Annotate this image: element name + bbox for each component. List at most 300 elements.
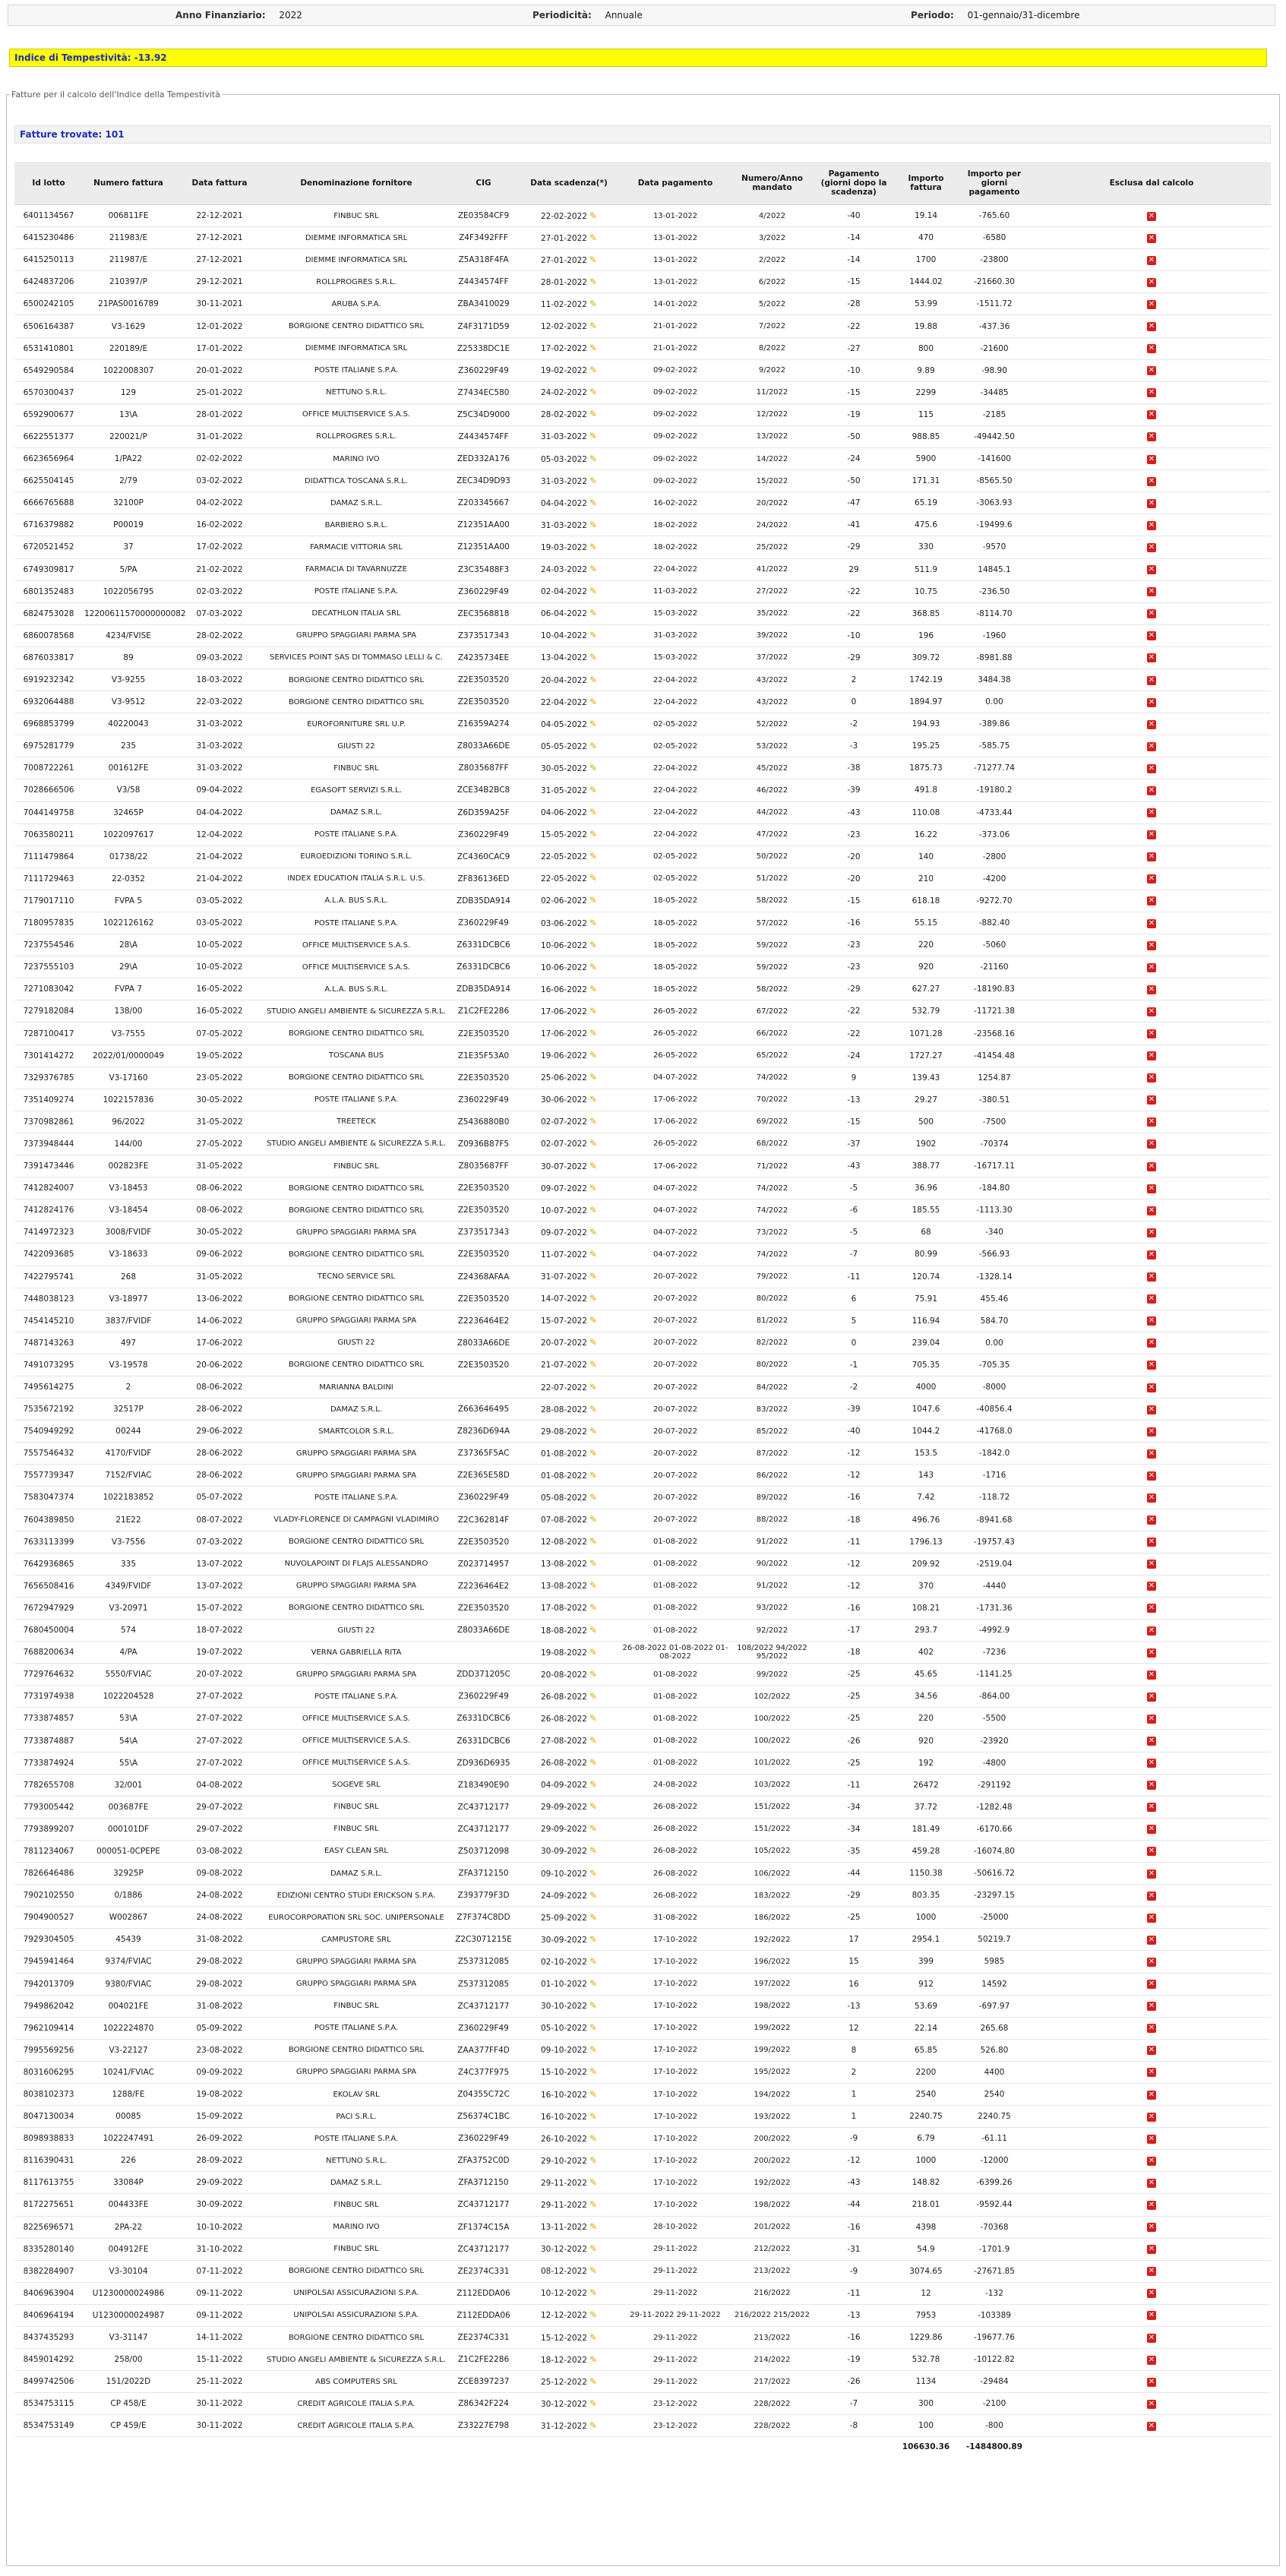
pencil-icon[interactable]: ✎ [589,2110,598,2122]
delete-x-icon[interactable]: ✕ [1148,1493,1155,1502]
delete-x-icon[interactable]: ✕ [1148,697,1155,706]
id-lotto-cell: 8406963904 [14,2282,83,2304]
pencil-icon[interactable]: ✎ [589,2265,598,2277]
importo-giorni-cell: -34485 [956,381,1032,403]
pencil-icon[interactable]: ✎ [589,1116,598,1127]
cig-cell: Z8035687FF [447,1155,520,1177]
delete-x-icon[interactable]: ✕ [1148,1538,1155,1547]
delete-x-icon[interactable]: ✕ [1148,1781,1155,1790]
delete-x-icon[interactable]: ✕ [1148,2377,1155,2386]
delete-x-icon[interactable]: ✕ [1148,2245,1155,2254]
delete-x-icon[interactable]: ✕ [1148,1117,1155,1127]
data-scadenza-text: 11-07-2022 [540,1250,587,1260]
pencil-icon[interactable]: ✎ [589,1337,598,1348]
delete-x-icon[interactable]: ✕ [1148,2333,1155,2342]
delete-x-icon[interactable]: ✕ [1148,1383,1155,1392]
data-pagamento-cell: 23-12-2022 [618,2393,732,2415]
pencil-icon[interactable]: ✎ [589,2000,598,2012]
delete-x-icon[interactable]: ✕ [1148,1803,1155,1812]
delete-x-icon[interactable]: ✕ [1148,2112,1155,2121]
delete-x-icon[interactable]: ✕ [1148,1648,1155,1657]
pencil-icon[interactable]: ✎ [589,608,598,619]
delete-x-icon[interactable]: ✕ [1148,1272,1155,1282]
exclude-cell [1032,1487,1271,1509]
pencil-icon[interactable]: ✎ [589,2397,598,2409]
fornitore-cell: GRUPPO SPAGGIARI PARMA SPA [265,2061,447,2083]
data-fattura-cell: 02-02-2022 [174,448,265,470]
pencil-icon[interactable]: ✎ [589,2154,598,2166]
delete-x-icon[interactable]: ✕ [1148,785,1155,795]
pencil-icon[interactable]: ✎ [589,2198,598,2210]
importo-giorni-cell: -380.51 [956,1089,1032,1111]
delete-x-icon[interactable]: ✕ [1148,587,1155,596]
totals-spacer [14,2437,896,2457]
delete-x-icon[interactable]: ✕ [1148,2311,1155,2320]
numero-mandato-cell: 59/2022 [732,934,812,956]
pencil-icon[interactable]: ✎ [589,2287,598,2299]
pencil-icon[interactable]: ✎ [589,321,598,332]
data-fattura-cell: 08-06-2022 [174,1177,265,1199]
delete-x-icon[interactable]: ✕ [1148,1405,1155,1414]
delete-x-icon[interactable]: ✕ [1148,1361,1155,1370]
delete-x-icon[interactable]: ✕ [1148,277,1155,286]
delete-x-icon[interactable]: ✕ [1148,1670,1155,1679]
pencil-icon[interactable]: ✎ [589,1204,598,1215]
pencil-icon[interactable]: ✎ [589,2132,598,2144]
delete-x-icon[interactable]: ✕ [1148,542,1155,552]
data-scadenza-text: 05-05-2022 [540,741,587,751]
numero-mandato-cell: 217/2022 [732,2371,812,2393]
data-scadenza-text: 08-12-2022 [540,2267,587,2277]
pencil-icon[interactable]: ✎ [589,2022,598,2034]
delete-x-icon[interactable]: ✕ [1148,763,1155,773]
delete-x-icon[interactable]: ✕ [1148,1339,1155,1348]
delete-x-icon[interactable]: ✕ [1148,1759,1155,1768]
pencil-icon[interactable]: ✎ [589,851,598,862]
delete-x-icon[interactable]: ✕ [1148,609,1155,618]
pencil-icon[interactable]: ✎ [589,519,598,530]
data-pagamento-cell: 22-04-2022 [618,801,732,823]
giorni-pagamento-cell: -9 [812,2128,896,2150]
delete-x-icon[interactable]: ✕ [1148,233,1155,242]
delete-x-icon[interactable]: ✕ [1148,388,1155,397]
exclude-cell [1032,934,1271,956]
pencil-icon[interactable]: ✎ [589,2221,598,2233]
pencil-icon[interactable]: ✎ [589,1271,598,1282]
delete-x-icon[interactable]: ✕ [1148,410,1155,419]
importo-fattura-cell: 9.89 [896,359,956,381]
delete-x-icon[interactable]: ✕ [1148,1228,1155,1237]
data-fattura-cell: 10-10-2022 [174,2216,265,2238]
table-row [14,890,1271,912]
exclude-cell [1032,624,1271,646]
pencil-icon[interactable]: ✎ [589,1094,598,1105]
delete-x-icon[interactable]: ✕ [1148,366,1155,375]
pencil-icon[interactable]: ✎ [589,1624,598,1636]
numero-mandato-cell: 216/2022 215/2022 [732,2304,812,2326]
giorni-pagamento-cell: -7 [812,1244,896,1266]
pencil-icon[interactable]: ✎ [589,1757,598,1768]
delete-x-icon[interactable]: ✕ [1148,2090,1155,2099]
pencil-icon[interactable]: ✎ [589,2176,598,2188]
pencil-icon[interactable]: ✎ [589,1646,598,1658]
pencil-icon[interactable]: ✎ [589,1845,598,1857]
numero-fattura-cell: 13\A [83,403,174,425]
pencil-icon[interactable]: ✎ [589,365,598,376]
delete-x-icon[interactable]: ✕ [1148,2178,1155,2187]
pencil-icon[interactable]: ✎ [589,1558,598,1569]
numero-mandato-cell: 47/2022 [732,823,812,845]
pencil-icon[interactable]: ✎ [589,652,598,663]
delete-x-icon[interactable]: ✕ [1148,874,1155,883]
section-legend: Fatture per il calcolo dell'Indice della Tempestività [11,90,220,100]
numero-fattura-cell: V3-1629 [83,315,174,337]
id-lotto-cell: 7412824176 [14,1199,83,1222]
delete-x-icon[interactable]: ✕ [1148,2068,1155,2077]
pencil-icon[interactable]: ✎ [589,1293,598,1304]
delete-x-icon[interactable]: ✕ [1148,918,1155,928]
pencil-icon[interactable]: ✎ [589,895,598,906]
delete-x-icon[interactable]: ✕ [1148,1139,1155,1149]
importo-giorni-cell: -21160 [956,956,1032,978]
delete-x-icon[interactable]: ✕ [1148,808,1155,817]
pencil-icon[interactable]: ✎ [589,1160,598,1171]
delete-x-icon[interactable]: ✕ [1148,1250,1155,1259]
pencil-icon[interactable]: ✎ [589,2044,598,2056]
cig-cell: Z360229F49 [447,580,520,602]
delete-x-icon[interactable]: ✕ [1148,2002,1155,2011]
data-scadenza-cell [520,602,618,624]
delete-x-icon[interactable]: ✕ [1148,476,1155,485]
fornitore-cell: UNIPOLSAI ASSICURAZIONI S.P.A. [265,2304,447,2326]
numero-fattura-cell: 32925P [83,1863,174,1885]
pencil-icon[interactable]: ✎ [589,1514,598,1525]
pencil-icon[interactable]: ✎ [589,564,598,575]
anno-value: 2022 [279,10,302,21]
giorni-pagamento-cell: -8 [812,2415,896,2437]
data-pagamento-cell: 09-02-2022 [618,359,732,381]
pencil-icon[interactable]: ✎ [589,1005,598,1016]
pencil-icon[interactable]: ✎ [589,254,598,265]
giorni-pagamento-cell: -25 [812,1907,896,1929]
pencil-icon[interactable]: ✎ [589,1050,598,1061]
importo-giorni-cell: -1511.72 [956,293,1032,315]
delete-x-icon[interactable]: ✕ [1148,1427,1155,1436]
giorni-pagamento-cell: -39 [812,1399,896,1421]
delete-x-icon[interactable]: ✕ [1148,2200,1155,2209]
pencil-icon[interactable]: ✎ [589,276,598,287]
delete-x-icon[interactable]: ✕ [1148,520,1155,529]
delete-x-icon[interactable]: ✕ [1148,940,1155,950]
delete-x-icon[interactable]: ✕ [1148,1825,1155,1834]
pencil-icon[interactable]: ✎ [589,740,598,751]
pencil-icon[interactable]: ✎ [589,2353,598,2365]
delete-x-icon[interactable]: ✕ [1148,2355,1155,2364]
pencil-icon[interactable]: ✎ [589,387,598,398]
delete-x-icon[interactable]: ✕ [1148,1957,1155,1966]
delete-x-icon[interactable]: ✕ [1148,653,1155,662]
pencil-icon[interactable]: ✎ [589,829,598,840]
delete-x-icon[interactable]: ✕ [1148,631,1155,640]
pencil-icon[interactable]: ✎ [589,2331,598,2343]
pencil-icon[interactable]: ✎ [589,1403,598,1414]
data-pagamento-cell: 17-10-2022 [618,2150,732,2172]
giorni-pagamento-cell: -16 [812,1487,896,1509]
pencil-icon[interactable]: ✎ [589,1447,598,1459]
delete-x-icon[interactable]: ✕ [1148,2399,1155,2408]
numero-fattura-cell: 210397/P [83,271,174,293]
id-lotto-cell: 6623656964 [14,448,83,470]
delete-x-icon[interactable]: ✕ [1148,1582,1155,1591]
pencil-icon[interactable]: ✎ [589,1536,598,1547]
delete-x-icon[interactable]: ✕ [1148,1051,1155,1060]
delete-x-icon[interactable]: ✕ [1148,1692,1155,1701]
pencil-icon[interactable]: ✎ [589,2243,598,2255]
exclude-cell [1032,315,1271,337]
pencil-icon[interactable]: ✎ [589,939,598,950]
delete-x-icon[interactable]: ✕ [1148,2024,1155,2033]
numero-fattura-cell: 1022097617 [83,823,174,845]
importo-fattura-cell: 192 [896,1752,956,1774]
pencil-icon[interactable]: ✎ [589,784,598,795]
exclude-cell [1032,1111,1271,1133]
pencil-icon[interactable]: ✎ [589,1668,598,1680]
numero-mandato-cell: 46/2022 [732,779,812,801]
delete-x-icon[interactable]: ✕ [1148,2267,1155,2276]
pencil-icon[interactable]: ✎ [589,1933,598,1945]
delete-x-icon[interactable]: ✕ [1148,1007,1155,1016]
delete-x-icon[interactable]: ✕ [1148,1184,1155,1193]
pencil-icon[interactable]: ✎ [589,917,598,928]
delete-x-icon[interactable]: ✕ [1148,432,1155,441]
pencil-icon[interactable]: ✎ [589,409,598,420]
pencil-icon[interactable]: ✎ [589,630,598,641]
data-fattura-cell: 10-05-2022 [174,956,265,978]
importo-fattura-cell: 1796.13 [896,1531,956,1553]
numero-fattura-cell: CP 459/E [83,2415,174,2437]
data-scadenza-text: 22-05-2022 [540,852,587,862]
cig-cell: Z112EDDA06 [447,2304,520,2326]
pencil-icon[interactable]: ✎ [589,1911,598,1923]
importo-giorni-cell: -2800 [956,845,1032,868]
data-scadenza-cell [520,425,618,447]
data-pagamento-cell: 15-03-2022 [618,602,732,624]
pencil-icon[interactable]: ✎ [589,1226,598,1237]
delete-x-icon[interactable]: ✕ [1148,2046,1155,2055]
numero-fattura-cell: 211983/E [83,227,174,249]
data-scadenza-cell [520,271,618,293]
delete-x-icon[interactable]: ✕ [1148,1449,1155,1458]
numero-mandato-cell: 101/2022 [732,1752,812,1774]
delete-x-icon[interactable]: ✕ [1148,1913,1155,1922]
pencil-icon[interactable]: ✎ [589,1823,598,1835]
pencil-icon[interactable]: ✎ [589,2066,598,2078]
pencil-icon[interactable]: ✎ [589,807,598,818]
giorni-pagamento-cell: -25 [812,1752,896,1774]
id-lotto-cell: 8534753149 [14,2415,83,2437]
pencil-icon[interactable]: ✎ [589,586,598,597]
cig-cell: Z4434574FF [447,271,520,293]
pencil-icon[interactable]: ✎ [589,541,598,552]
pencil-icon[interactable]: ✎ [589,873,598,884]
data-fattura-cell: 31-05-2022 [174,1266,265,1288]
pencil-icon[interactable]: ✎ [589,718,598,729]
delete-x-icon[interactable]: ✕ [1148,211,1155,220]
data-scadenza-cell [520,1929,618,1951]
delete-x-icon[interactable]: ✕ [1148,1980,1155,1989]
pencil-icon[interactable]: ✎ [589,210,598,221]
delete-x-icon[interactable]: ✕ [1148,1516,1155,1525]
exclude-cell [1032,668,1271,691]
cig-cell: Z7434EC580 [447,381,520,403]
pencil-icon[interactable]: ✎ [589,983,598,994]
pencil-icon[interactable]: ✎ [589,2309,598,2321]
delete-x-icon[interactable]: ✕ [1148,2289,1155,2298]
pencil-icon[interactable]: ✎ [589,2375,598,2387]
pencil-icon[interactable]: ✎ [589,1690,598,1702]
pencil-icon[interactable]: ✎ [589,2420,598,2431]
delete-x-icon[interactable]: ✕ [1148,719,1155,729]
delete-x-icon[interactable]: ✕ [1148,565,1155,574]
delete-x-icon[interactable]: ✕ [1148,1935,1155,1944]
pencil-icon[interactable]: ✎ [589,1978,598,1990]
pencil-icon[interactable]: ✎ [589,1425,598,1437]
pencil-icon[interactable]: ✎ [589,2088,598,2100]
delete-x-icon[interactable]: ✕ [1148,985,1155,994]
delete-x-icon[interactable]: ✕ [1148,454,1155,463]
delete-x-icon[interactable]: ✕ [1148,1073,1155,1083]
delete-x-icon[interactable]: ✕ [1148,1891,1155,1900]
delete-x-icon[interactable]: ✕ [1148,299,1155,308]
data-scadenza-cell [520,1376,618,1398]
pencil-icon[interactable]: ✎ [589,1182,598,1193]
fornitore-cell: INDEX EDUCATION ITALIA S.R.L. U.S. [265,868,447,890]
delete-x-icon[interactable]: ✕ [1148,1626,1155,1635]
importo-giorni-cell: 2540 [956,2083,1032,2105]
delete-x-icon[interactable]: ✕ [1148,255,1155,264]
delete-x-icon[interactable]: ✕ [1148,852,1155,861]
pencil-icon[interactable]: ✎ [589,1248,598,1260]
numero-mandato-cell: 196/2022 [732,1951,812,1973]
delete-x-icon[interactable]: ✕ [1148,2223,1155,2232]
delete-x-icon[interactable]: ✕ [1148,1316,1155,1326]
pencil-icon[interactable]: ✎ [589,1491,598,1503]
pencil-icon[interactable]: ✎ [589,453,598,464]
exclude-cell [1032,1929,1271,1951]
table-row [14,1796,1271,1818]
pencil-icon[interactable]: ✎ [589,298,598,309]
pencil-icon[interactable]: ✎ [589,1469,598,1481]
delete-x-icon[interactable]: ✕ [1148,498,1155,507]
pencil-icon[interactable]: ✎ [589,232,598,243]
exclude-cell [1032,2282,1271,2304]
data-pagamento-cell: 26-08-2022 [618,1885,732,1907]
delete-x-icon[interactable]: ✕ [1148,962,1155,972]
pencil-icon[interactable]: ✎ [589,1602,598,1614]
data-fattura-cell: 05-09-2022 [174,2017,265,2039]
delete-x-icon[interactable]: ✕ [1148,675,1155,684]
data-fattura-cell: 18-03-2022 [174,668,265,691]
pencil-icon[interactable]: ✎ [589,674,598,685]
delete-x-icon[interactable]: ✕ [1148,1294,1155,1304]
data-pagamento-cell: 09-02-2022 [618,425,732,447]
pencil-icon[interactable]: ✎ [589,1712,598,1724]
data-fattura-cell: 07-11-2022 [174,2260,265,2282]
pencil-icon[interactable]: ✎ [589,1867,598,1879]
giorni-pagamento-cell: -20 [812,868,896,890]
delete-x-icon[interactable]: ✕ [1148,1206,1155,1215]
pencil-icon[interactable]: ✎ [589,431,598,442]
table-row [14,2415,1271,2437]
numero-fattura-cell: 4170/FVIDF [83,1443,174,1465]
fornitore-cell: POSTE ITALIANE S.P.A. [265,2017,447,2039]
pencil-icon[interactable]: ✎ [589,475,598,486]
delete-x-icon[interactable]: ✕ [1148,1471,1155,1480]
data-fattura-cell: 29-09-2022 [174,2172,265,2194]
delete-x-icon[interactable]: ✕ [1148,1560,1155,1569]
pencil-icon[interactable]: ✎ [589,1381,598,1392]
delete-x-icon[interactable]: ✕ [1148,322,1155,331]
pencil-icon[interactable]: ✎ [589,1580,598,1591]
numero-fattura-cell: 2/79 [83,470,174,492]
table-row [14,1376,1271,1398]
delete-x-icon[interactable]: ✕ [1148,1714,1155,1723]
pencil-icon[interactable]: ✎ [589,1779,598,1791]
pencil-icon[interactable]: ✎ [589,1801,598,1813]
pencil-icon[interactable]: ✎ [589,1359,598,1370]
periodicita-label: Periodicità: [532,10,592,21]
pencil-icon[interactable]: ✎ [589,961,598,972]
pencil-icon[interactable]: ✎ [589,1955,598,1967]
id-lotto-cell: 8459014292 [14,2349,83,2371]
delete-x-icon[interactable]: ✕ [1148,741,1155,751]
data-scadenza-text: 01-08-2022 [540,1471,587,1481]
giorni-pagamento-cell: -41 [812,514,896,536]
data-scadenza-text: 10-04-2022 [540,631,587,641]
delete-x-icon[interactable]: ✕ [1148,1737,1155,1746]
delete-x-icon[interactable]: ✕ [1148,1869,1155,1878]
pencil-icon[interactable]: ✎ [589,762,598,773]
pencil-icon[interactable]: ✎ [589,696,598,707]
delete-x-icon[interactable]: ✕ [1148,1847,1155,1856]
pencil-icon[interactable]: ✎ [589,1735,598,1746]
delete-x-icon[interactable]: ✕ [1148,830,1155,839]
delete-x-icon[interactable]: ✕ [1148,2134,1155,2143]
exclude-cell [1032,1310,1271,1332]
pencil-icon[interactable]: ✎ [589,1315,598,1326]
delete-x-icon[interactable]: ✕ [1148,1604,1155,1613]
delete-x-icon[interactable]: ✕ [1148,896,1155,906]
pencil-icon[interactable]: ✎ [589,497,598,508]
data-scadenza-cell [520,1487,618,1509]
data-pagamento-cell: 31-08-2022 [618,1907,732,1929]
data-pagamento-cell: 01-08-2022 [618,1686,732,1708]
delete-x-icon[interactable]: ✕ [1148,2156,1155,2165]
delete-x-icon[interactable]: ✕ [1148,1162,1155,1171]
pencil-icon[interactable]: ✎ [589,1889,598,1901]
pencil-icon[interactable]: ✎ [589,1072,598,1083]
id-lotto-cell: 8098938833 [14,2128,83,2150]
delete-x-icon[interactable]: ✕ [1148,2421,1155,2430]
giorni-pagamento-cell: -15 [812,1111,896,1133]
pencil-icon[interactable]: ✎ [589,1028,598,1039]
data-scadenza-text: 20-07-2022 [540,1339,587,1348]
delete-x-icon[interactable]: ✕ [1148,1095,1155,1105]
pencil-icon[interactable]: ✎ [589,343,598,354]
delete-x-icon[interactable]: ✕ [1148,1029,1155,1038]
pencil-icon[interactable]: ✎ [589,1138,598,1149]
delete-x-icon[interactable]: ✕ [1148,344,1155,353]
